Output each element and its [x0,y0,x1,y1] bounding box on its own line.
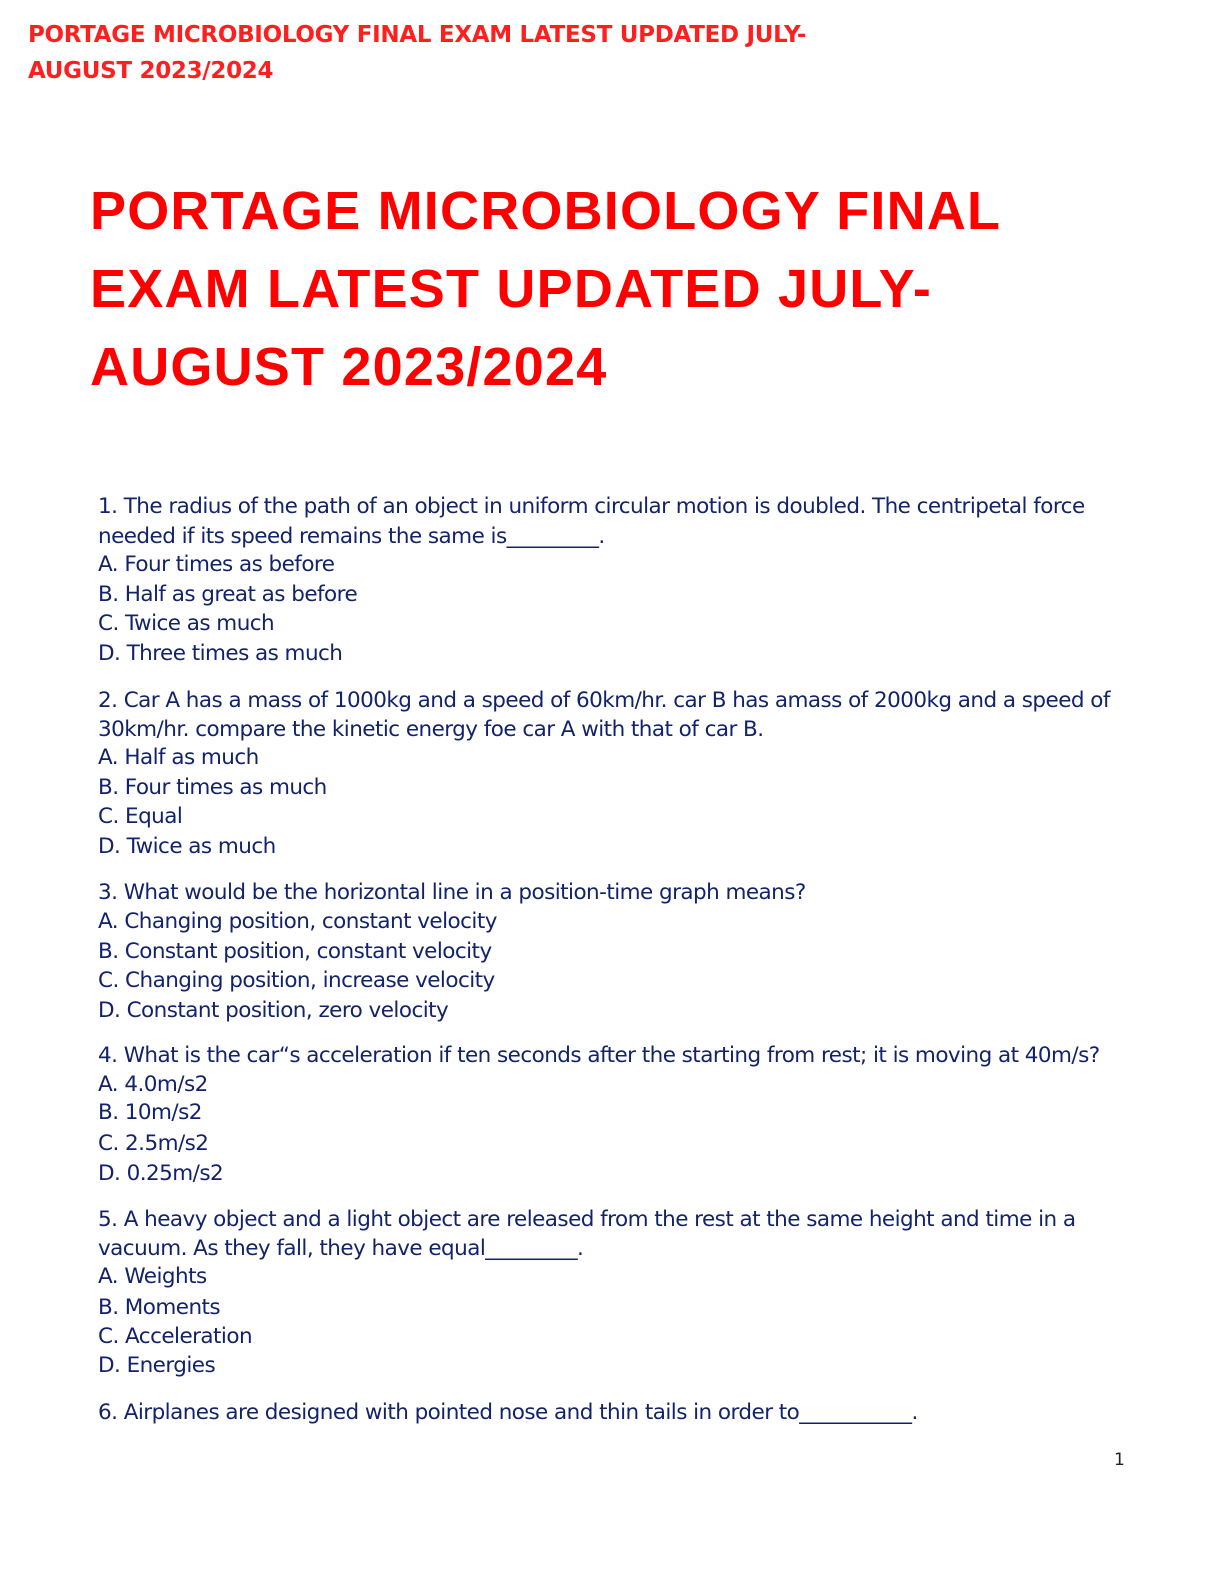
question-4-option-c: C. 2.5m/s2 [98,1131,209,1156]
question-2-line-2: 30km/hr. compare the kinetic energy foe car A with that of car B. [98,717,764,742]
question-3-option-d: D. Constant position, zero velocity [98,998,449,1023]
title-line-3: AUGUST 2023/2024 [90,337,608,397]
header-line-1: PORTAGE MICROBIOLOGY FINAL EXAM LATEST UPDATED JULY- [28,22,807,48]
question-2-option-a: A. Half as much [98,745,259,770]
question-3-option-b: B. Constant position, constant velocity [98,939,492,964]
page-number: 1 [1114,1450,1125,1470]
question-1-line-1: 1. The radius of the path of an object in uniform circular motion is doubled. The centripetal force [98,494,1085,519]
question-2-option-d: D. Twice as much [98,834,276,859]
question-5-option-a: A. Weights [98,1264,207,1289]
question-5-option-b: B. Moments [98,1295,221,1320]
question-4-option-b: B. 10m/s2 [98,1100,202,1125]
question-1-option-c: C. Twice as much [98,611,275,636]
question-5-option-d: D. Energies [98,1353,216,1378]
header-line-2: AUGUST 2023/2024 [28,58,274,84]
question-3-line-1: 3. What would be the horizontal line in a position-time graph means? [98,880,806,905]
question-4-option-d: D. 0.25m/s2 [98,1161,224,1186]
question-1-option-d: D. Three times as much [98,641,343,666]
question-1-line-2: needed if its speed remains the same is_________. [98,524,605,549]
question-4-option-a: A. 4.0m/s2 [98,1072,208,1097]
question-5-line-1: 5. A heavy object and a light object are released from the rest at the same height and time in a [98,1207,1076,1232]
question-2-line-1: 2. Car A has a mass of 1000kg and a speed of 60km/hr. car B has amass of 2000kg and a speed of [98,688,1110,713]
question-5-line-2: vacuum. As they fall, they have equal_________. [98,1236,584,1261]
question-2-option-b: B. Four times as much [98,775,327,800]
question-3-option-a: A. Changing position, constant velocity [98,909,497,934]
question-3-option-c: C. Changing position, increase velocity [98,968,495,993]
title-line-2: EXAM LATEST UPDATED JULY- [90,259,933,319]
question-6-line-1: 6. Airplanes are designed with pointed nose and thin tails in order to___________. [98,1400,918,1425]
question-5-option-c: C. Acceleration [98,1324,253,1349]
question-1-option-b: B. Half as great as before [98,582,358,607]
question-4-line-1: 4. What is the car“s acceleration if ten seconds after the starting from rest; it is moving at 40m/s? [98,1043,1100,1068]
title-line-1: PORTAGE MICROBIOLOGY FINAL [90,181,1002,241]
question-1-option-a: A. Four times as before [98,552,335,577]
question-2-option-c: C. Equal [98,804,183,829]
